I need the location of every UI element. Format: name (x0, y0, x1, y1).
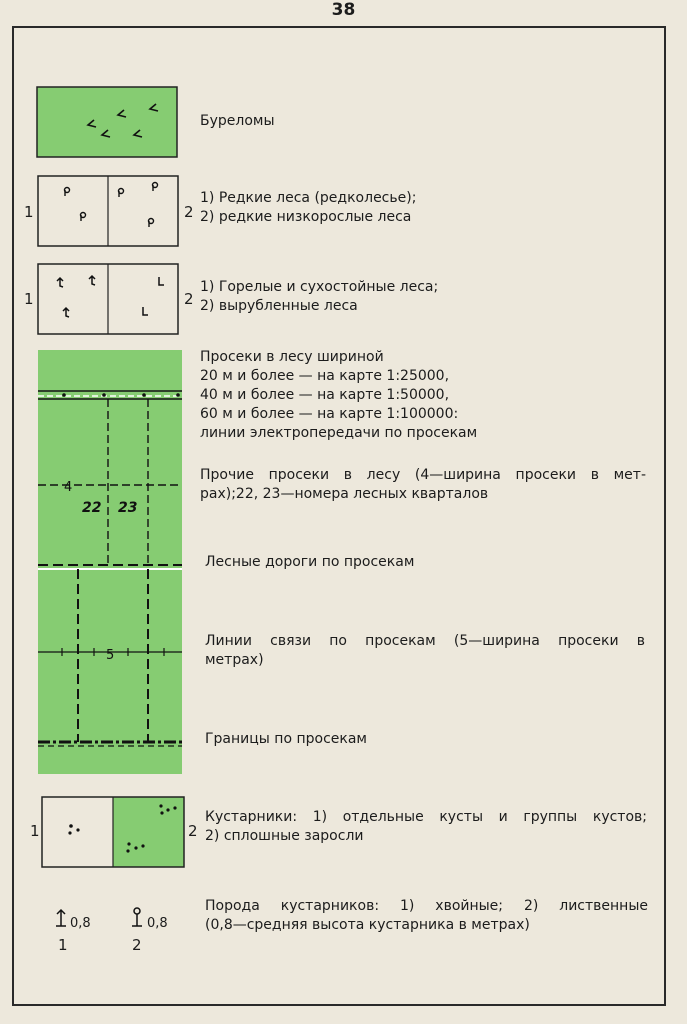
comms-label: Линии связи по просекам (5—ширина просеки в метрах) (205, 633, 645, 668)
burnt-label: 1) Горелые и сухостойные леса; 2) вырубленные леса (200, 279, 439, 314)
quarter-number-23: 23 (118, 500, 138, 516)
shrub-species-label: Порода кустарников: 1) хвойные; 2) лиственные (0,8—средняя высота кустарника в метрах) (205, 898, 648, 933)
page-number: 38 (331, 0, 356, 20)
shrubs-label: Кустарники: 1) отдельные кусты и группы кустов; 2) сплошные заросли (205, 809, 647, 844)
windfall-symbol (36, 86, 178, 158)
comms-width-label: 5 (106, 648, 115, 663)
deciduous-shrub-number: 2 (132, 936, 142, 954)
shrubs-number-2: 2 (188, 822, 198, 840)
borders-label: Границы по просекам (205, 731, 367, 747)
shrubs-number-1: 1 (30, 822, 40, 840)
clearing-width-label: 4 (64, 480, 73, 495)
other-clearings-label: Прочие просеки в лесу (4—ширина просеки в мет- рах);22, 23—номера лесных кварталов (200, 467, 646, 502)
conifer-shrub-number: 1 (58, 936, 68, 954)
burnt-number-1: 1 (24, 290, 34, 308)
deciduous-shrub-icon (129, 906, 145, 932)
sparse-forest-symbol (37, 175, 179, 247)
conifer-shrub-height: 0,8 (70, 916, 91, 931)
deciduous-shrub-height: 0,8 (147, 916, 168, 931)
shrubs-symbol (41, 796, 185, 868)
forest-roads-label: Лесные дороги по просекам (205, 554, 415, 570)
clearings-diagram (38, 350, 182, 774)
windfall-label: Буреломы (200, 113, 275, 129)
quarter-number-22: 22 (82, 500, 102, 516)
burnt-number-2: 2 (184, 290, 194, 308)
conifer-shrub-icon (54, 908, 68, 932)
sparse-number-2: 2 (184, 203, 194, 221)
clearings-label: Просеки в лесу шириной 20 м и более — на карте 1:25000, 40 м и более — на карте 1:50000, 60 м и более — на карте 1:100000: линии электропередачи по просекам (200, 349, 478, 441)
burnt-forest-symbol (37, 263, 179, 335)
sparse-number-1: 1 (24, 203, 34, 221)
sparse-label: 1) Редкие леса (редколесье); 2) редкие низкорослые леса (200, 190, 417, 225)
